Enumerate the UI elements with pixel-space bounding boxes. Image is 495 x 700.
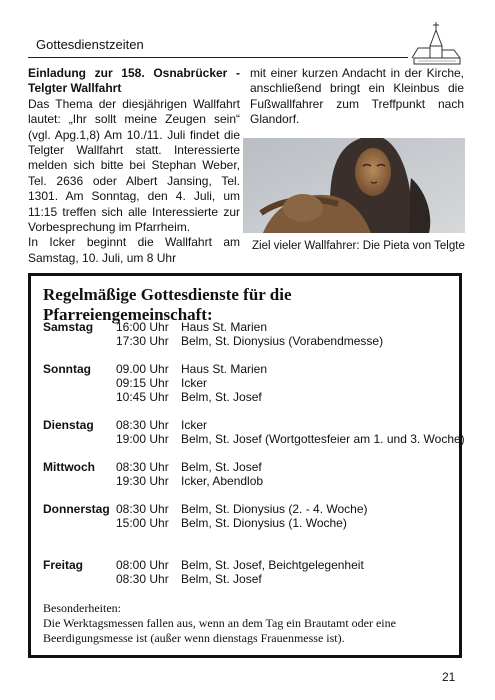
schedule-day: Dienstag <box>43 418 94 432</box>
notes-heading: Besonderheiten: <box>43 601 121 615</box>
header-divider <box>28 57 408 58</box>
schedule-time: 08:30 Uhr <box>116 460 169 474</box>
schedule-time: 16:00 Uhr <box>116 320 169 334</box>
schedule-time: 08:30 Uhr <box>116 572 169 586</box>
schedule-day: Samstag <box>43 320 94 334</box>
schedule-day: Freitag <box>43 558 84 572</box>
schedule-place: Icker <box>181 376 208 390</box>
page-number: 21 <box>442 670 456 684</box>
schedule-place: Belm, St. Dionysius (Vorabendmesse) <box>181 334 384 348</box>
article-continuation: mit einer kurzen Andacht in der Kirche, anschließend bringt ein Kleinbus die Fußwallfahrer zum Treffpunkt nach Glandorf. <box>250 66 464 127</box>
schedule-time: 08:30 Uhr <box>116 502 169 516</box>
section-title: Gottesdienstzeiten <box>36 37 144 52</box>
schedule-place: Haus St. Marien <box>181 362 268 376</box>
schedule-day: Sonntag <box>43 362 91 376</box>
schedule-place: Belm, St. Dionysius (2. - 4. Woche) <box>181 502 368 516</box>
schedule-place: Belm, St. Josef (Wortgottesfeier am 1. und 3. Woche) <box>181 432 465 446</box>
pieta-image <box>243 138 465 233</box>
notes-text: Die Werktagsmessen fallen aus, wenn an dem Tag ein Brautamt oder eine Beerdigungsmesse ist (außer wenn dienstags Frauenmesse ist). <box>43 616 396 645</box>
schedule-place: Belm, St. Josef, Beichtgelegenheit <box>181 558 364 572</box>
schedule-day: Mittwoch <box>43 460 95 474</box>
article-paragraph: Das Thema der diesjährigen Wallfahrt lautet: „Ihr sollt meine Zeugen sein“ (vgl. Apg.1,8) Am 10./11. Juli findet die Telgter Wallfahrt statt. Interessierte melden sich bitte bei Stephan Weber, Tel. 2636 oder Albert Jansing, Tel. 1301. Am Sonntag, den 4. Juli, um 11:15 treffen sich alle Interessierte zur Vorbesprechung im Pfarrheim. <box>28 96 240 235</box>
schedule-time: 09:15 Uhr <box>116 376 169 390</box>
article-left-column <box>28 66 240 266</box>
schedule-time: 15:00 Uhr <box>116 516 169 530</box>
article-paragraph: In Icker beginnt die Wallfahrt am Samstag, 10. Juli, um 8 Uhr <box>28 235 240 265</box>
schedule-place: Belm, St. Josef <box>181 390 262 404</box>
schedule-day: Donnerstag <box>43 502 110 516</box>
pieta-photo <box>243 138 465 233</box>
schedule-time: 10:45 Uhr <box>116 390 169 404</box>
schedule-time: 17:30 Uhr <box>116 334 169 348</box>
schedule-time: 08:30 Uhr <box>116 418 169 432</box>
photo-caption: Ziel vieler Wallfahrer: Die Pieta von Telgte <box>252 240 465 252</box>
schedule-place: Haus St. Marien <box>181 320 268 334</box>
schedule-place: Icker <box>181 418 208 432</box>
schedule-title: Regelmäßige Gottesdienste für die Pfarreiengemeinschaft: <box>43 285 292 324</box>
service-schedule-box <box>28 273 465 658</box>
schedule-place: Belm, St. Josef <box>181 572 262 586</box>
schedule-time: 19:00 Uhr <box>116 432 169 446</box>
article-heading: Einladung zur 158. Osnabrücker - Telgter Wallfahrt <box>28 66 240 96</box>
schedule-place: Icker, Abendlob <box>181 474 264 488</box>
schedule-place: Belm, St. Josef <box>181 460 262 474</box>
schedule-time: 09.00 Uhr <box>116 362 169 376</box>
church-logo-icon <box>408 20 464 66</box>
schedule-place: Belm, St. Dionysius (1. Woche) <box>181 516 347 530</box>
special-notes <box>43 601 448 646</box>
schedule-time: 08:00 Uhr <box>116 558 169 572</box>
schedule-time: 19:30 Uhr <box>116 474 169 488</box>
